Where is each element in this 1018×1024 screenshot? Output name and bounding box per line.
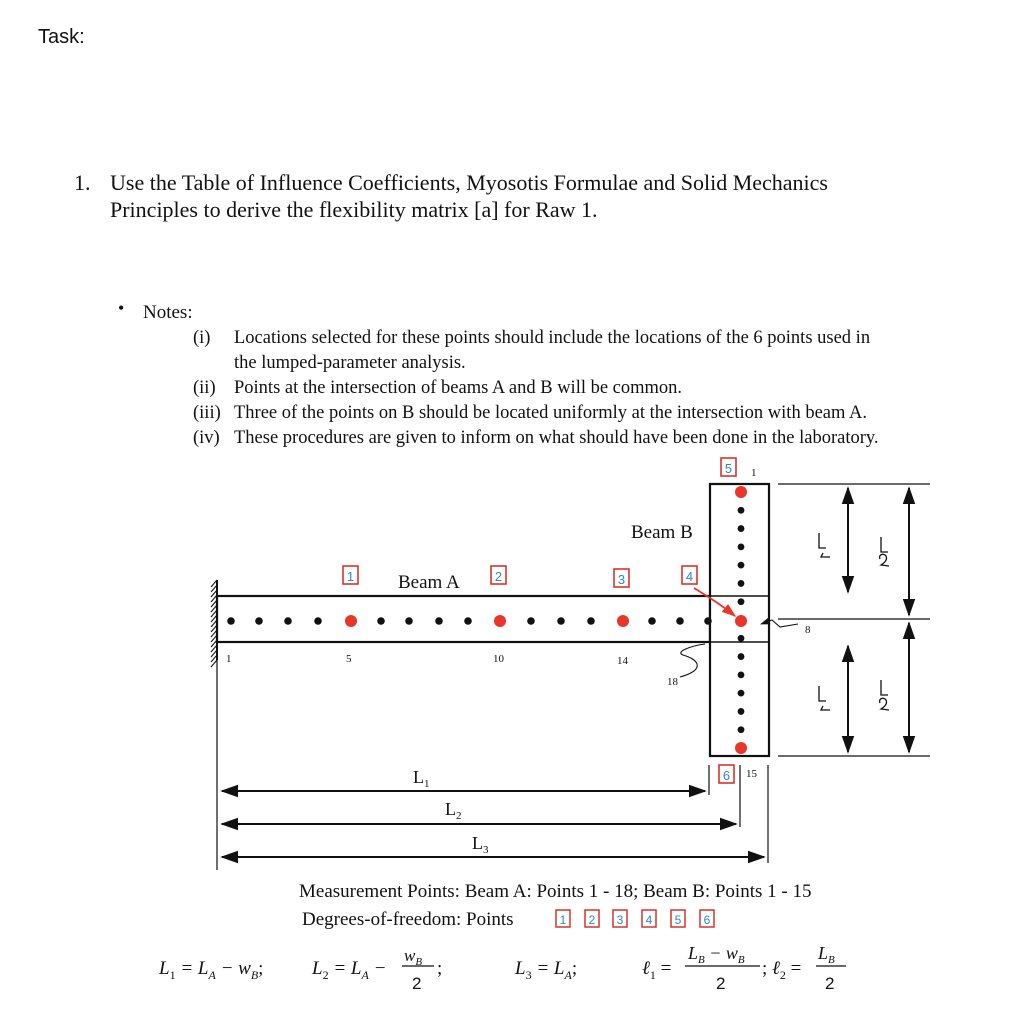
beam-b-point	[738, 525, 745, 532]
beam-a-point	[284, 617, 292, 625]
svg-text:LB − wB: $L_B - w_B$	[688, 943, 745, 966]
beam-b-point	[735, 742, 747, 754]
dof-box-row	[556, 910, 714, 927]
dof-box-number: 6	[722, 768, 731, 783]
dof-box-number: 2	[494, 569, 503, 584]
measurement-points-line: Measurement Points: Beam A: Points 1 - 18; Beam B: Points 1 - 15	[299, 881, 812, 902]
point-label: 14	[617, 655, 628, 667]
beam-a-point	[345, 615, 357, 627]
svg-text:2: 2	[412, 974, 422, 993]
beam-a-point	[527, 617, 535, 625]
question-number: 1.	[74, 170, 91, 195]
note-text: Points at the intersection of beams A and B will be common.	[234, 378, 683, 398]
dimension-label: $L_3$	[472, 833, 489, 856]
point-label: 10	[493, 653, 504, 665]
dimension-label: $L_2$	[445, 799, 462, 822]
dof-box-number: 1	[559, 913, 567, 927]
handwritten-l2-label	[880, 537, 889, 566]
dof-box	[719, 765, 734, 783]
note-number: (i)	[193, 328, 211, 348]
dof-box-number: 2	[588, 913, 596, 927]
note-number: (iii)	[193, 403, 221, 423]
beam-a-point	[227, 617, 235, 625]
notes-title: Notes:	[143, 302, 193, 323]
svg-text:L1 = LA − wB;: $L_1 = L_A - w_B$;	[159, 958, 264, 982]
handwritten-l1-label	[819, 533, 830, 557]
task-heading: Task:	[38, 26, 85, 48]
dof-box	[721, 458, 736, 476]
beam-b-point	[738, 562, 745, 569]
dof-box	[343, 566, 358, 584]
beam-a-point	[435, 617, 443, 625]
handwritten-l2-label	[880, 680, 889, 710]
point-label: 5	[346, 653, 352, 665]
bottom-dimensions	[217, 660, 768, 870]
formula-small-l	[642, 943, 846, 993]
point-label: 18	[667, 676, 678, 688]
point-label: 1	[226, 653, 232, 665]
beam-a-point	[587, 617, 595, 625]
dof-box-number: 1	[346, 569, 355, 584]
beam-a-point	[557, 617, 565, 625]
dof-box-number: 4	[645, 913, 653, 927]
beam-b-point	[738, 708, 745, 715]
beam-b-point	[738, 671, 745, 678]
beam-a-point	[494, 615, 506, 627]
svg-text:2: 2	[825, 974, 835, 993]
svg-text:ℓ2 =: ℓ$_2$ =	[772, 958, 802, 982]
beam-b-point	[738, 507, 745, 514]
dof-box	[614, 569, 629, 587]
svg-text:2: 2	[716, 974, 726, 993]
note-text: Locations selected for these points should include the locations of the 6 points used in	[234, 328, 871, 348]
beam-b-point	[738, 580, 745, 587]
beam-a-point	[617, 615, 629, 627]
svg-text:L3 = LA;: $L_3 = L_A$;	[515, 958, 578, 982]
beam-b-point	[738, 598, 745, 605]
note-text: the lumped-parameter analysis.	[234, 353, 466, 373]
dimension-label: $L_1$	[413, 767, 430, 790]
beam-a-point	[648, 617, 656, 625]
side-dimensions	[778, 484, 930, 756]
formula-l1	[158, 958, 263, 982]
note-number: (iv)	[193, 428, 220, 448]
svg-text:LB: $L_B$	[818, 943, 835, 966]
beam-b-point	[735, 486, 747, 498]
formula-l3	[514, 958, 577, 982]
handwritten-l1-label	[819, 686, 830, 710]
beam-a-point	[255, 617, 263, 625]
svg-text:ℓ1 =: ℓ$_1$ =	[642, 958, 672, 982]
beam-a-point	[405, 617, 413, 625]
beam-a-point	[314, 617, 322, 625]
beam-a-point	[676, 617, 684, 625]
beam-b-point	[738, 726, 745, 733]
dof-box-number: 5	[674, 913, 682, 927]
dof-box-number: 3	[617, 572, 626, 587]
beam-a-point	[735, 615, 747, 627]
dof-box	[682, 566, 697, 584]
point-label: 1	[751, 467, 757, 479]
beam-b-point	[738, 635, 745, 642]
svg-text:L2 = LA −: $L_2 = L_A$ −	[312, 958, 387, 982]
dof-box-number: 4	[685, 569, 694, 584]
notes-bullet: •	[118, 298, 125, 318]
dof-box-number: 3	[616, 913, 624, 927]
note-text: These procedures are given to inform on what should have been done in the laboratory.	[234, 428, 879, 448]
point-label: 15	[746, 768, 757, 780]
dof-box	[491, 566, 506, 584]
beam-b-point	[738, 653, 745, 660]
note-text: Three of the points on B should be located uniformly at the intersection with beam A.	[234, 403, 867, 423]
beam-b-label: Beam B	[631, 522, 693, 543]
svg-text:;: ;	[762, 958, 768, 979]
formula-l2	[311, 946, 442, 993]
beam-a-point	[704, 617, 712, 625]
dof-line: Degrees-of-freedom: Points	[302, 909, 514, 930]
beam-a-label: Beam A	[398, 572, 460, 593]
question-line-2: Principles to derive the flexibility matrix [a] for Raw 1.	[110, 197, 598, 222]
dof-box-number: 5	[724, 461, 733, 476]
dof-box-number: 6	[703, 913, 711, 927]
beam-a-point	[464, 617, 472, 625]
point-label: 8	[805, 624, 811, 636]
svg-text:;: ;	[437, 958, 443, 979]
note-number: (ii)	[193, 378, 216, 398]
question-line-1: Use the Table of Influence Coefficients, Myosotis Formulae and Solid Mechanics	[110, 170, 828, 195]
beam-a-point	[377, 617, 385, 625]
beam-b-point	[738, 543, 745, 550]
svg-text:wB: $w_B$	[404, 946, 423, 968]
beam-b-point	[738, 690, 745, 697]
